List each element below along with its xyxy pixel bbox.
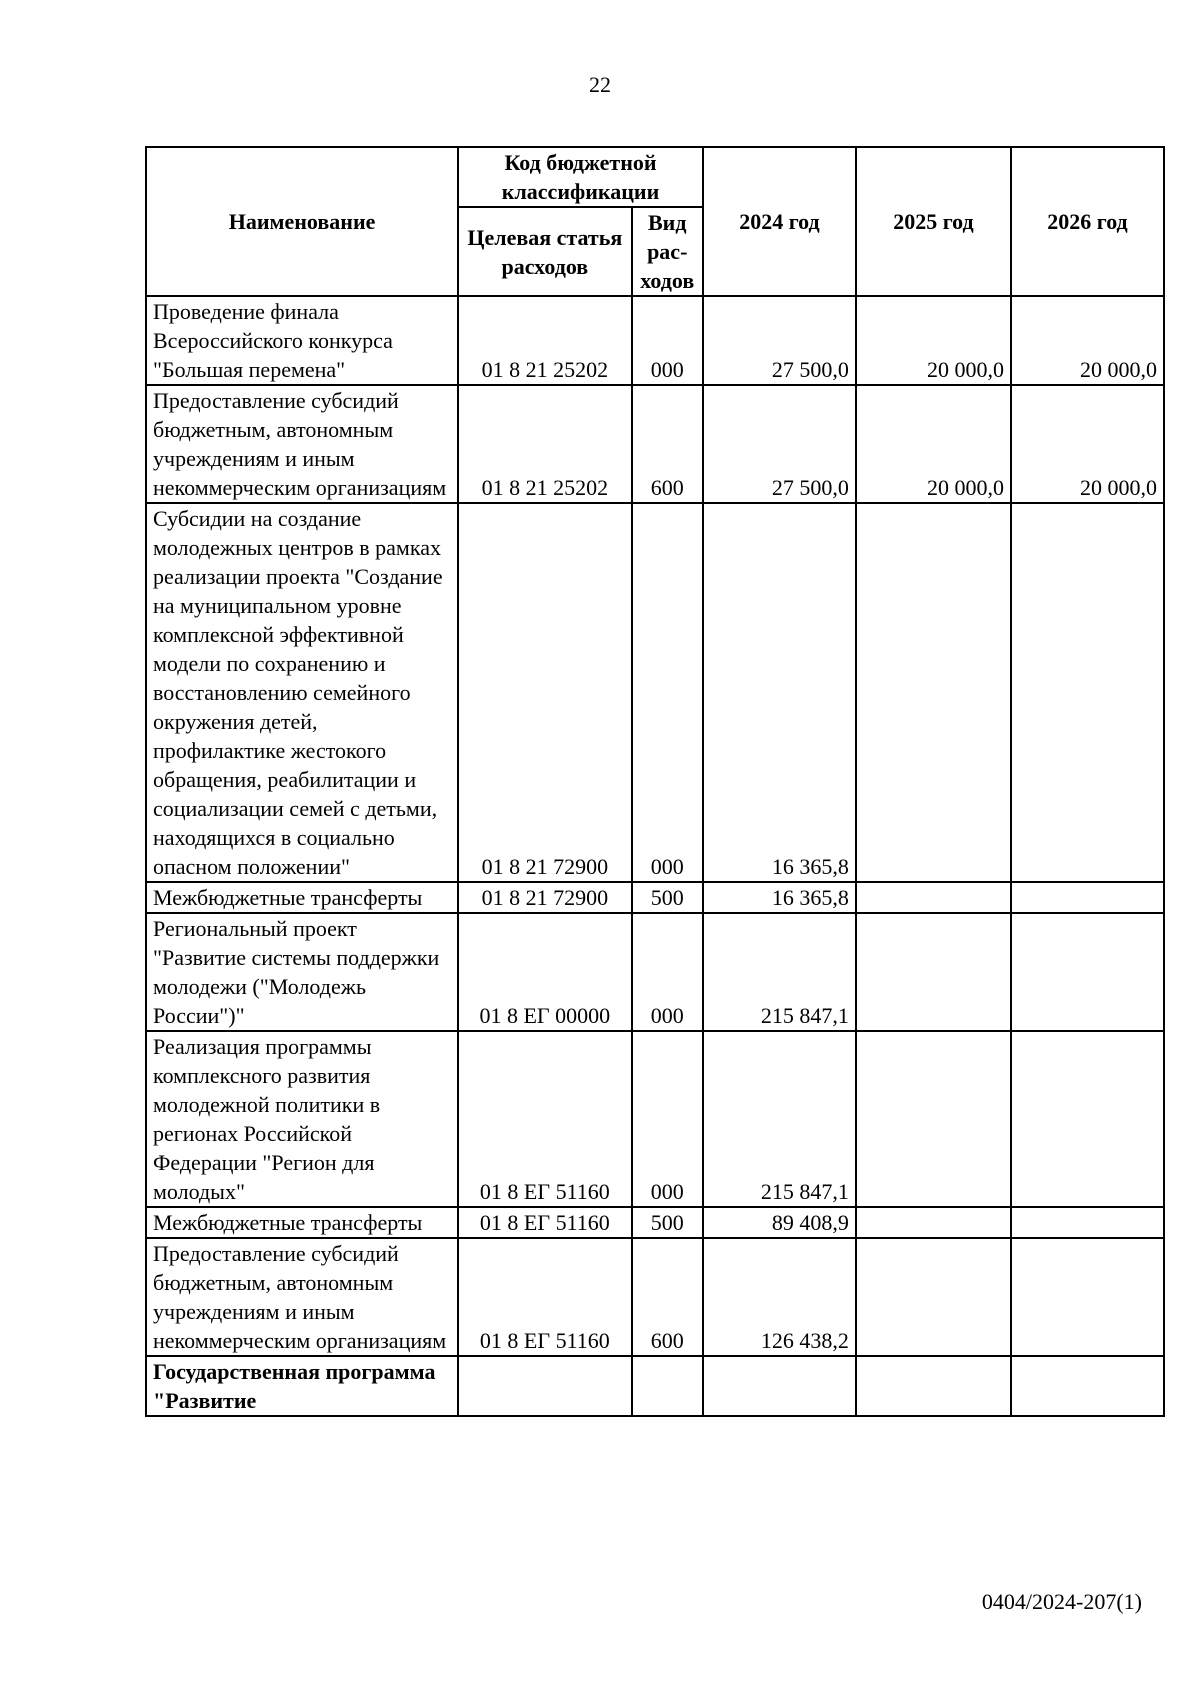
document-code: 0404/2024-207(1) [981, 1589, 1142, 1614]
table-row [146, 1356, 1164, 1416]
row-target-code: 01 8 21 72900 [458, 882, 631, 913]
row-value-2025 [856, 1356, 1011, 1416]
row-name: Предоставление субсидий бюджетным, автономным учреждениям и иным некоммерческим организациям [146, 1238, 458, 1356]
table-row [146, 296, 1164, 385]
row-name: Межбюджетные трансферты [146, 1207, 458, 1238]
header-2024: 2024 год [703, 147, 856, 296]
row-kind-code: 000 [632, 296, 703, 385]
row-kind-code: 000 [632, 1031, 703, 1207]
row-value-2026 [1011, 882, 1164, 913]
row-kind-code: 500 [632, 882, 703, 913]
row-value-2025 [856, 1207, 1011, 1238]
table-row [146, 882, 1164, 913]
header-2026: 2026 год [1011, 147, 1164, 296]
row-kind-code: 500 [632, 1207, 703, 1238]
budget-table [145, 146, 1165, 1417]
row-name: Государственная программа "Развитие [146, 1356, 458, 1416]
row-name: Региональный проект "Развитие системы поддержки молодежи ("Молодежь России")" [146, 913, 458, 1031]
row-value-2025: 20 000,0 [856, 296, 1011, 385]
row-target-code: 01 8 ЕГ 51160 [458, 1207, 631, 1238]
row-kind-code: 000 [632, 503, 703, 882]
row-value-2024: 215 847,1 [703, 913, 856, 1031]
row-name: Межбюджетные трансферты [146, 882, 458, 913]
row-name: Субсидии на создание молодежных центров в рамках реализации проекта "Создание на муниципальном уровне комплексной эффективной модели по сохранению и восстановлению семейного окружения детей, профилактике жестокого обращения, реабилитации и социализации семей с детьми, находящихся в социально опасном положении" [146, 503, 458, 882]
row-value-2024: 89 408,9 [703, 1207, 856, 1238]
row-value-2025 [856, 1238, 1011, 1356]
row-target-code [458, 1356, 631, 1416]
row-target-code: 01 8 21 25202 [458, 385, 631, 503]
row-value-2026 [1011, 1031, 1164, 1207]
page-number: 22 [589, 72, 611, 97]
row-name: Проведение финала Всероссийского конкурса "Большая перемена" [146, 296, 458, 385]
row-value-2025 [856, 882, 1011, 913]
row-value-2026 [1011, 1356, 1164, 1416]
table-row [146, 1031, 1164, 1207]
row-name: Реализация программы комплексного развития молодежной политики в регионах Российской Федерации "Регион для молодых" [146, 1031, 458, 1207]
table-row [146, 1238, 1164, 1356]
row-value-2026 [1011, 913, 1164, 1031]
row-value-2025: 20 000,0 [856, 385, 1011, 503]
row-value-2026: 20 000,0 [1011, 296, 1164, 385]
row-value-2026 [1011, 1238, 1164, 1356]
row-value-2024: 16 365,8 [703, 882, 856, 913]
row-value-2026: 20 000,0 [1011, 385, 1164, 503]
row-kind-code: 000 [632, 913, 703, 1031]
row-target-code: 01 8 ЕГ 51160 [458, 1238, 631, 1356]
row-value-2025 [856, 1031, 1011, 1207]
row-value-2024: 215 847,1 [703, 1031, 856, 1207]
row-value-2024: 16 365,8 [703, 503, 856, 882]
table-row [146, 1207, 1164, 1238]
row-target-code: 01 8 ЕГ 00000 [458, 913, 631, 1031]
row-kind-code: 600 [632, 385, 703, 503]
row-name: Предоставление субсидий бюджетным, автономным учреждениям и иным некоммерческим организациям [146, 385, 458, 503]
header-kind: Вид рас-ходов [632, 207, 703, 296]
table-body [146, 296, 1164, 1416]
table-row [146, 385, 1164, 503]
table-row [146, 913, 1164, 1031]
row-kind-code: 600 [632, 1238, 703, 1356]
row-kind-code [632, 1356, 703, 1416]
row-value-2025 [856, 503, 1011, 882]
header-2025: 2025 год [856, 147, 1011, 296]
table-row [146, 503, 1164, 882]
row-value-2026 [1011, 503, 1164, 882]
header-name: Наименование [146, 147, 458, 296]
row-target-code: 01 8 21 25202 [458, 296, 631, 385]
row-value-2024 [703, 1356, 856, 1416]
row-target-code: 01 8 21 72900 [458, 503, 631, 882]
row-value-2024: 27 500,0 [703, 385, 856, 503]
row-value-2025 [856, 913, 1011, 1031]
row-value-2024: 27 500,0 [703, 296, 856, 385]
header-target: Целевая статья расходов [458, 207, 631, 296]
row-value-2026 [1011, 1207, 1164, 1238]
row-value-2024: 126 438,2 [703, 1238, 856, 1356]
row-target-code: 01 8 ЕГ 51160 [458, 1031, 631, 1207]
header-kbk-group: Код бюджетной классификации [458, 147, 703, 207]
